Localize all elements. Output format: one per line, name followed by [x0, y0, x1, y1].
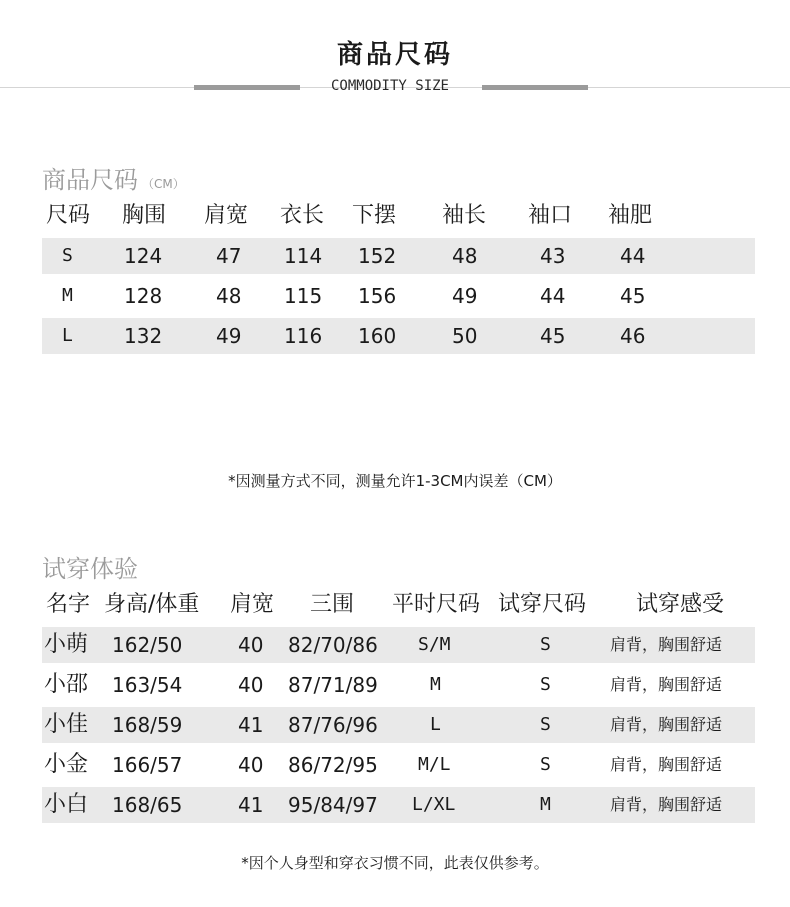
trial-cell: 40 [238, 673, 264, 697]
size-col-header: 肩宽 [204, 203, 249, 228]
trial-table-row [42, 787, 755, 823]
size-cell: 152 [358, 244, 397, 268]
size-cell: 48 [452, 244, 478, 268]
size-cell: 128 [124, 284, 163, 308]
trial-cell: 166/57 [112, 753, 183, 777]
size-cell: S [62, 245, 73, 266]
trial-cell: 86/72/95 [288, 753, 378, 777]
header-left-bar [194, 85, 300, 90]
trial-cell: M [540, 794, 551, 815]
trial-cell: 168/59 [112, 713, 183, 737]
trial-name-cell: 小萌 [44, 632, 89, 657]
size-cell: 48 [216, 284, 242, 308]
trial-col-header: 试穿尺码 [498, 592, 587, 617]
trial-col-header: 名字 [46, 592, 91, 617]
size-section-title [42, 160, 185, 195]
trial-cell: 87/71/89 [288, 673, 378, 697]
size-cell: M [62, 285, 73, 306]
trial-cell: S [540, 634, 551, 655]
trial-cell: 40 [238, 633, 264, 657]
trial-cell: 40 [238, 753, 264, 777]
size-col-header: 尺码 [46, 203, 91, 228]
trial-table-row [42, 667, 755, 703]
trial-cell: 41 [238, 713, 264, 737]
trial-col-header: 身高/体重 [104, 592, 200, 617]
trial-cell: M/L [418, 754, 451, 775]
size-cell: 114 [284, 244, 323, 268]
trial-cell: 肩背，胸围舒适 [610, 795, 723, 814]
trial-cell: S [540, 674, 551, 695]
trial-table-row [42, 627, 755, 663]
size-section-title-text: 商品尺码 [42, 166, 138, 194]
trial-col-header: 平时尺码 [392, 592, 481, 617]
size-cell: 132 [124, 324, 163, 348]
size-cell: 45 [620, 284, 646, 308]
trial-cell: 肩背，胸围舒适 [610, 635, 723, 654]
size-table-note: *因测量方式不同，测量允许1-3CM内误差（CM） [228, 472, 562, 490]
trial-cell: 肩背，胸围舒适 [610, 715, 723, 734]
trial-cell: 41 [238, 793, 264, 817]
trial-col-header: 试穿感受 [636, 592, 725, 617]
size-cell: 44 [540, 284, 566, 308]
trial-cell: 肩背，胸围舒适 [610, 755, 723, 774]
trial-table-note: *因个人身型和穿衣习惯不同，此表仅供参考。 [241, 854, 549, 872]
trial-cell: 163/54 [112, 673, 183, 697]
trial-cell: L [430, 714, 441, 735]
size-cell: 156 [358, 284, 397, 308]
size-col-header: 袖口 [528, 203, 573, 228]
size-col-header: 袖长 [442, 203, 487, 228]
trial-table-row [42, 747, 755, 783]
page-title: 商品尺码 [336, 40, 453, 70]
trial-cell: S/M [418, 634, 451, 655]
trial-name-cell: 小白 [44, 792, 89, 817]
trial-col-header: 肩宽 [230, 592, 275, 617]
trial-cell: 162/50 [112, 633, 183, 657]
size-table-row [42, 278, 755, 314]
trial-name-cell: 小金 [44, 752, 89, 777]
trial-cell: 87/76/96 [288, 713, 378, 737]
size-table-row [42, 238, 755, 274]
page-subtitle: COMMODITY SIZE [330, 78, 449, 94]
size-cell: 46 [620, 324, 646, 348]
size-cell: 43 [540, 244, 566, 268]
trial-cell: 82/70/86 [288, 633, 378, 657]
size-cell: 49 [216, 324, 242, 348]
trial-cell: 95/84/97 [288, 793, 378, 817]
trial-cell: S [540, 714, 551, 735]
trial-cell: 168/65 [112, 793, 183, 817]
trial-cell: M [430, 674, 441, 695]
trial-section-title: 试穿体验 [42, 555, 138, 583]
size-section-unit: （CM） [142, 177, 185, 191]
size-cell: 124 [124, 244, 163, 268]
header-right-bar [482, 85, 588, 90]
size-col-header: 下摆 [352, 203, 397, 228]
size-cell: 50 [452, 324, 478, 348]
trial-name-cell: 小邵 [44, 672, 89, 697]
size-cell: 160 [358, 324, 397, 348]
size-cell: L [62, 325, 73, 346]
size-cell: 49 [452, 284, 478, 308]
trial-cell: 肩背，胸围舒适 [610, 675, 723, 694]
size-cell: 116 [284, 324, 323, 348]
size-table-row [42, 318, 755, 354]
trial-cell: S [540, 754, 551, 775]
size-cell: 45 [540, 324, 566, 348]
trial-cell: L/XL [412, 794, 456, 815]
trial-name-cell: 小佳 [44, 712, 89, 737]
size-col-header: 衣长 [280, 203, 325, 228]
size-col-header: 袖肥 [608, 203, 653, 228]
trial-table-header [42, 587, 755, 623]
size-cell: 44 [620, 244, 646, 268]
size-col-header: 胸围 [122, 203, 167, 228]
trial-col-header: 三围 [310, 592, 355, 617]
size-table-header [42, 198, 755, 234]
size-cell: 115 [284, 284, 323, 308]
size-cell: 47 [216, 244, 242, 268]
trial-table-row [42, 707, 755, 743]
